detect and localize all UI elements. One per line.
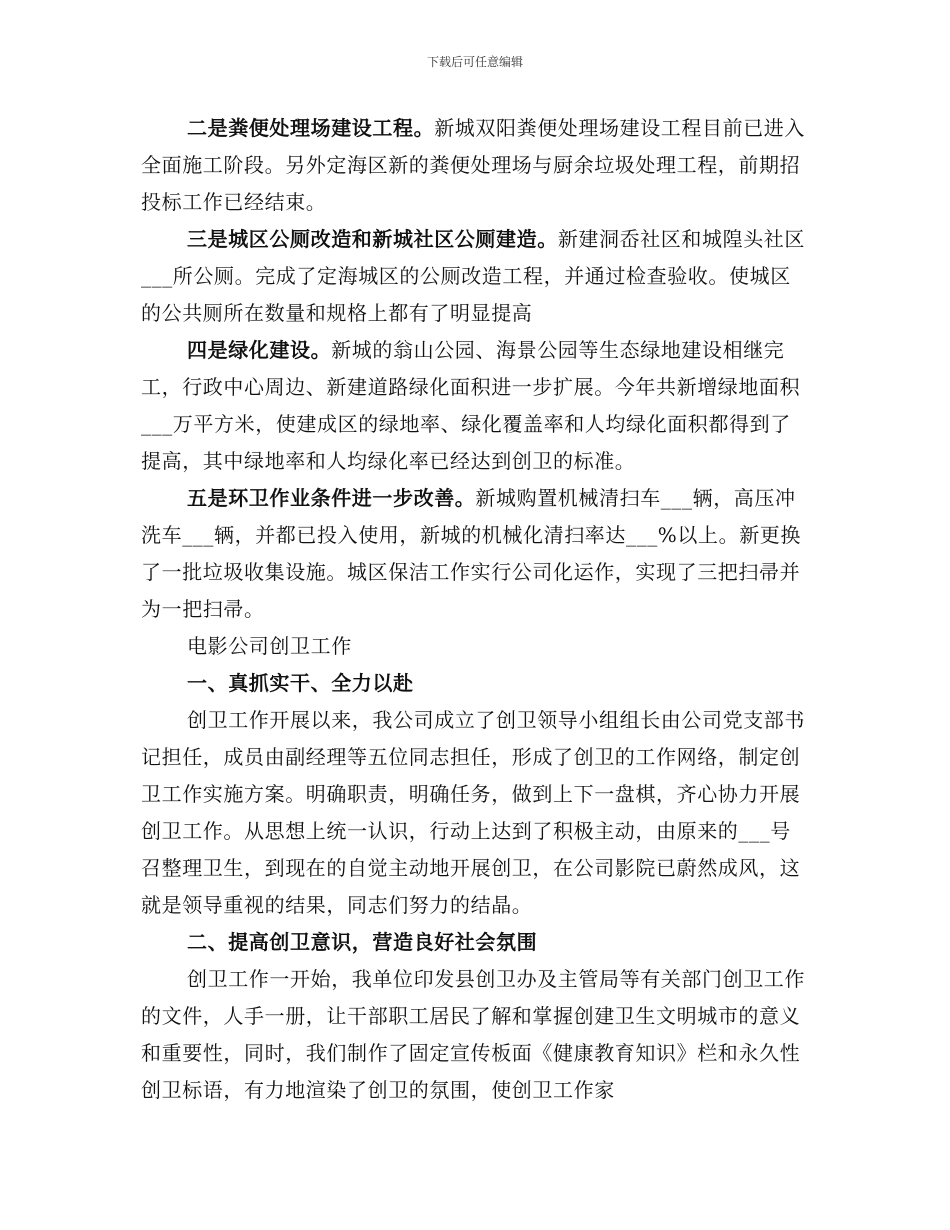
paragraph-2-body: 新建洞岙社区和城隍头社区___所公厕。完成了定海城区的公厕改造工程，并通过检查验收。使城区的公共厕所在数量和规格上都有了明显提高 <box>141 227 806 325</box>
paragraph-4-body: 新城购置机械清扫车___辆，高压冲洗车___辆，并都已投入使用，新城的机械化清扫率达___%以上。新更换了一批垃圾收集设施。城区保洁工作实行公司化运作，实现了三把扫帚并为一把扫帚。 <box>141 486 802 621</box>
paragraph-6: 创卫工作一开始，我单位印发县创卫办及主管局等有关部门创卫工作的文件，人手一册，让干部职工居民了解和掌握创建卫生文明城市的意义和重要性，同时，我们制作了固定宣传板面《健康教育知识》栏和永久性创卫标语，有力地渲染了创卫的氛围，使创卫工作家 <box>141 967 805 1102</box>
paragraph-1-body: 新城双阳粪便处理场建设工程目前已进入全面施工阶段。另外定海区新的粪便处理场与厨余垃圾处理工程，前期招投标工作已经结束。 <box>141 116 806 214</box>
page-header: 下载后可任意编辑 <box>426 55 523 69</box>
paragraph-2 <box>141 221 811 332</box>
paragraph-4-lead: 五是环卫作业条件进一步改善。 <box>187 486 476 510</box>
paragraph-3-body: 新城的翁山公园、海景公园等生态绿地建设相继完工，行政中心周边、新建道路绿化面积进一步扩展。今年共新增绿地面积___万平方米，使建成区的绿地率、绿化覆盖率和人均绿化面积都得到了提高，其中绿地率和人均绿化率已经达到创卫的标准。 <box>141 338 801 473</box>
paragraph-4 <box>141 480 811 628</box>
section-title: 电影公司创卫工作 <box>187 634 352 658</box>
paragraph-1 <box>141 110 811 221</box>
paragraph-1-lead: 二是粪便处理场建设工程。 <box>187 116 435 140</box>
paragraph-2-lead: 三是城区公厕改造和新城社区公厕建造。 <box>187 227 558 251</box>
document-body <box>141 110 811 1109</box>
paragraph-3 <box>141 332 811 480</box>
heading-1: 一、真抓实干、全力以赴 <box>187 671 414 695</box>
heading-2: 二、提高创卫意识，营造良好社会氛围 <box>187 930 538 954</box>
paragraph-3-lead: 四是绿化建设。 <box>187 338 332 362</box>
paragraph-5: 创卫工作开展以来，我公司成立了创卫领导小组组长由公司党支部书记担任，成员由副经理等五位同志担任，形成了创卫的工作网络，制定创卫工作实施方案。明确职责，明确任务，做到上下一盘棋，齐心协力开展创卫工作。从思想上统一认识，行动上达到了积极主动，由原来的___号召整理卫生，到现在的自觉主动地开展创卫，在公司影院已蔚然成风，这就是领导重视的结果，同志们努力的结晶。 <box>141 708 805 917</box>
